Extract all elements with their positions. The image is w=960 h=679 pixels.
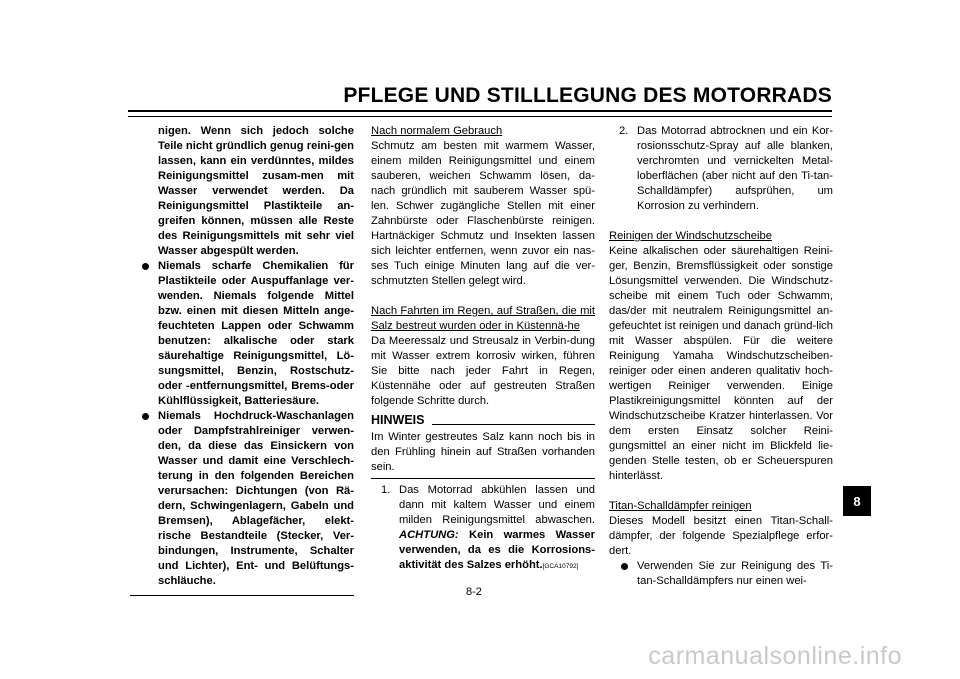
warning-bullet-chemicals <box>130 259 354 409</box>
bullet-dot-icon <box>621 563 628 570</box>
section-heading-windshield: Reinigen der Windschutzscheibe <box>609 230 772 242</box>
muffler-bullet <box>609 559 833 589</box>
step-number: 2. <box>619 125 629 137</box>
step-text: Das Motorrad abtrocknen und ein Kor-rosionsschutz-Spray auf alle blanken, verchromten und vernickelten Metal-loberflächen (aber nicht auf den Ti-tan-Schalldämpfer) aufsprühen, um Korrosion zu verhindern. <box>637 125 833 212</box>
page-number: 8-2 <box>466 586 482 598</box>
section-heading-rain-salt: Nach Fahrten im Regen, auf Straßen, die mit Salz bestreut wurden oder in Küstennä-he <box>371 305 595 332</box>
column-right <box>609 124 833 589</box>
section-text-titanium-muffler: Dieses Modell besitzt einen Titan-Schall-dämpfer, der folgende Spezialpflege erfor-dert. <box>609 515 833 557</box>
section-text-rain-salt: Da Meeressalz und Streusalz in Verbin-dung mit Wasser extrem korrosiv wirken, führen Sie bitte nach jeder Fahrt in Regen, Küstennähe oder auf gestreuten Straßen folgende Schritte durch. <box>371 335 595 407</box>
section-text-normal-use: Schmutz am besten mit warmem Wasser, einem milden Reinigungsmittel und einem sauberen, weichen Schwamm lösen, da-nach gründlich mit sauberem Wasser spü-len. Schwer zugängliche Stellen mit einer Zahnbürste oder Flaschenbürste reinigen. Hartnäckiger Schmutz und Insekten lassen sich leichter entfernen, wenn zuvor ein nas-ses Tuch einige Minuten lang auf die ver-schmutzten Stellen gelegt wird. <box>371 140 595 287</box>
page-title: PFLEGE UND STILLLEGUNG DES MOTORRADS <box>343 84 832 107</box>
bullet-text: Niemals scharfe Chemikalien für Plastikteile oder Auspuffanlage ver-wenden. Niemals folgende Mittel bzw. einen mit diesen Mitteln ange-feuchteten Lappen oder Schwamm benutzen: alkalische oder stark säurehaltige Reinigungsmittel, Lö-sungsmittel, Benzin, Rostschutz-oder -entfernungsmittel, Brems-oder Kühlflüssigkeit, Batteriesäure. <box>158 260 354 407</box>
bullet-text: Niemals Hochdruck-Waschanlagen oder Dampfstrahlreiniger verwen-den, da diese das Einsickern von Wasser und damit eine Verschlech-terung in den folgenden Bereichen verursachen: Dichtungen (von Rä-dern, Schwingenlagern, Gabeln und Bremsen), Ablagefächer, elekt-rische Bestandteile (Stecker, Ver-bindungen, Instrumente, Schalter und Lichter), Ent- und Belüftungs-schläuche. <box>158 410 354 587</box>
note-text: Im Winter gestreutes Salz kann noch bis in den Frühling hinein auf Straßen vorhanden sein. <box>371 431 595 473</box>
caution-code: [GCA10792] <box>542 563 579 570</box>
step-text <box>399 483 595 574</box>
cleaning-note-continued: nigen. Wenn sich jedoch solche Teile nicht gründlich genug reini-gen lassen, kann ein verdünntes, mildes Reinigungsmittel zusam-men mit Wasser verwendet werden. Da Reinigungsmittel Plastikteile an-greifen können, müssen alle Reste des Reinigungsmittels mit sehr viel Wasser abgespült werden. <box>158 125 354 257</box>
note-end-rule <box>371 478 595 479</box>
watermark: carmanualsonline.info <box>648 642 902 670</box>
bullet-dot-icon <box>142 263 149 270</box>
section-end-rule <box>130 595 354 596</box>
note-rule <box>432 424 595 425</box>
section-heading-normal-use: Nach normalem Gebrauch <box>371 125 503 137</box>
section-text-windshield: Keine alkalischen oder säurehaltigen Reini-ger, Benzin, Bremsflüssigkeit oder sonstige Lösungsmittel verwenden. Die Windschutz-scheibe mit einem Tuch oder Schwamm, das/der mit neutralem Reinigungsmittel an-gefeuchtet ist reinigen und danach gründ-lich mit Wasser abspülen. Für die weitere Reinigung Yamaha Windschutzscheiben-reiniger oder einen anderen qualitativ hoch-wertigen Reiniger verwenden. Einige Plastikreinigungsmittel könnten auf der Windschutzscheibe Kratzer hinterlassen. Vor dem ersten Einsatz solcher Reini-gungsmittel an einer nicht im Blickfeld lie-genden Stelle testen, ob er Scheuerspuren hinterlässt. <box>609 245 833 482</box>
header-rule <box>128 110 832 117</box>
note-label: HINWEIS <box>371 413 425 427</box>
bullet-dot-icon <box>142 413 149 420</box>
chapter-tab: 8 <box>843 486 871 516</box>
step-1-text: Das Motorrad abkühlen lassen und dann mit kaltem Wasser und einem milden Reinigungsmittel abwaschen. <box>399 484 595 526</box>
step-2 <box>609 124 833 214</box>
section-heading-titanium-muffler: Titan-Schalldämpfer reinigen <box>609 500 752 512</box>
caution-text: Kein warmes Wasser verwenden, da es die Korrosions-aktivität des Salzes erhöht. <box>399 529 595 571</box>
step-1 <box>371 483 595 574</box>
caution-label: ACHTUNG: <box>399 529 459 541</box>
column-left <box>130 124 354 596</box>
bullet-text: Verwenden Sie zur Reinigung des Ti-tan-Schalldämpfers nur einen wei- <box>637 560 833 587</box>
note-header <box>371 413 595 428</box>
column-middle <box>371 124 595 574</box>
warning-bullet-high-pressure <box>130 409 354 589</box>
step-number: 1. <box>381 484 391 496</box>
